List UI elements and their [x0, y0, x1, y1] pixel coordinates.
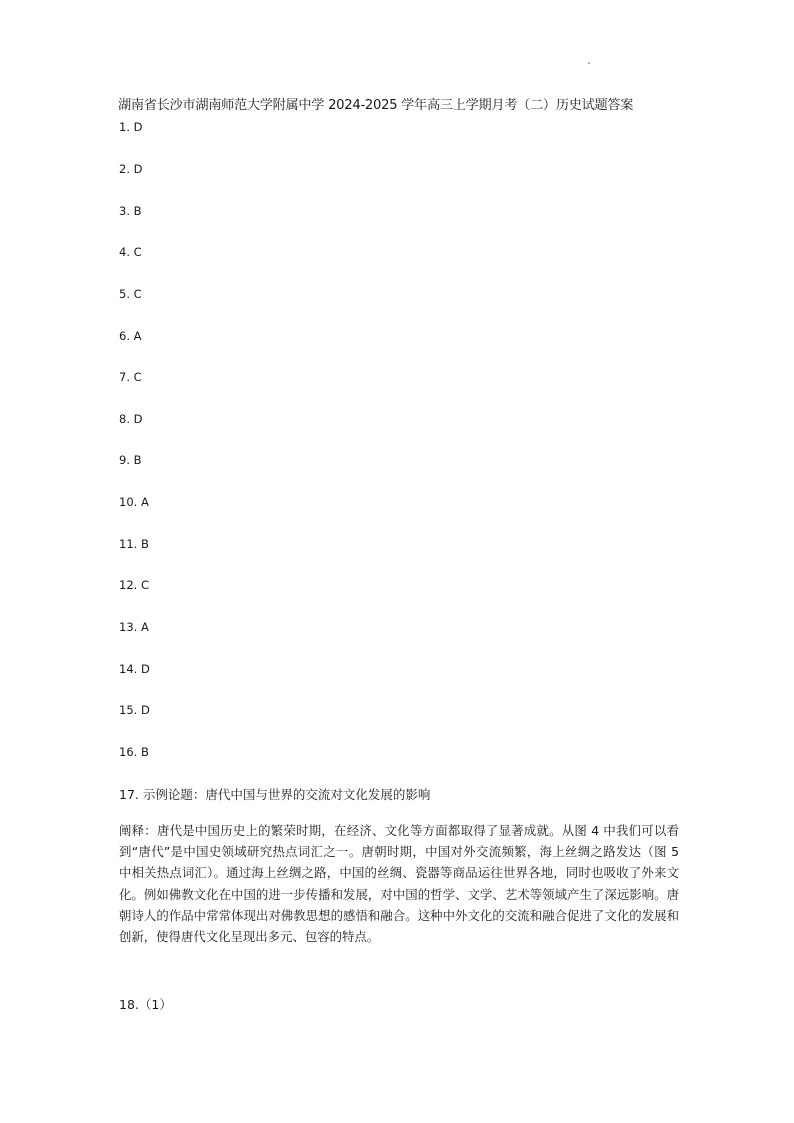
answer-12: 12. C	[119, 578, 149, 592]
answer-3: 3. B	[119, 204, 142, 218]
answer-7: 7. C	[119, 370, 142, 384]
answer-14: 14. D	[119, 662, 150, 676]
answer-8: 8. D	[119, 412, 143, 426]
answer-2: 2. D	[119, 162, 143, 176]
answer-16: 16. B	[119, 745, 149, 759]
answer-5: 5. C	[119, 287, 142, 301]
answer-10: 10. A	[119, 495, 149, 509]
answer-13: 13. A	[119, 620, 149, 634]
answer-9: 9. B	[119, 453, 142, 467]
answer-4: 4. C	[119, 245, 142, 259]
answer-11: 11. B	[119, 537, 149, 551]
question-18-heading: 18.（1）	[119, 997, 172, 1012]
answer-1: 1. D	[119, 120, 143, 134]
answer-6: 6. A	[119, 329, 142, 343]
question-17-heading: 17. 示例论题：唐代中国与世界的交流对文化发展的影响	[119, 787, 431, 802]
document-title: 湖南省长沙市湖南师范大学附属中学 2024-2025 学年高三上学期月考（二）历史试题答案	[118, 98, 634, 113]
answer-15: 15. D	[119, 703, 150, 717]
question-17-explanation: 阐释：唐代是中国历史上的繁荣时期，在经济、文化等方面都取得了显著成就。从图 4 中我们可以看到“唐代”是中国史领域研究热点词汇之一。唐朝时期，中国对外交流频繁，海上丝绸之路发达（图 5 中相关热点词汇）。通过海上丝绸之路，中国的丝绸、瓷器等商品运往世界各地，同时也吸收了外来文化。例如佛教文化在中国的进一步传播和发展，对中国的哲学、文学、艺术等领域产生了深远影响。唐朝诗人的作品中常常体现出对佛教思想的感悟和融合。这种中外文化的交流和融合促进了文化的发展和创新，使得唐代文化呈现出多元、包容的特点。	[119, 823, 679, 945]
scan-speck	[588, 62, 590, 64]
